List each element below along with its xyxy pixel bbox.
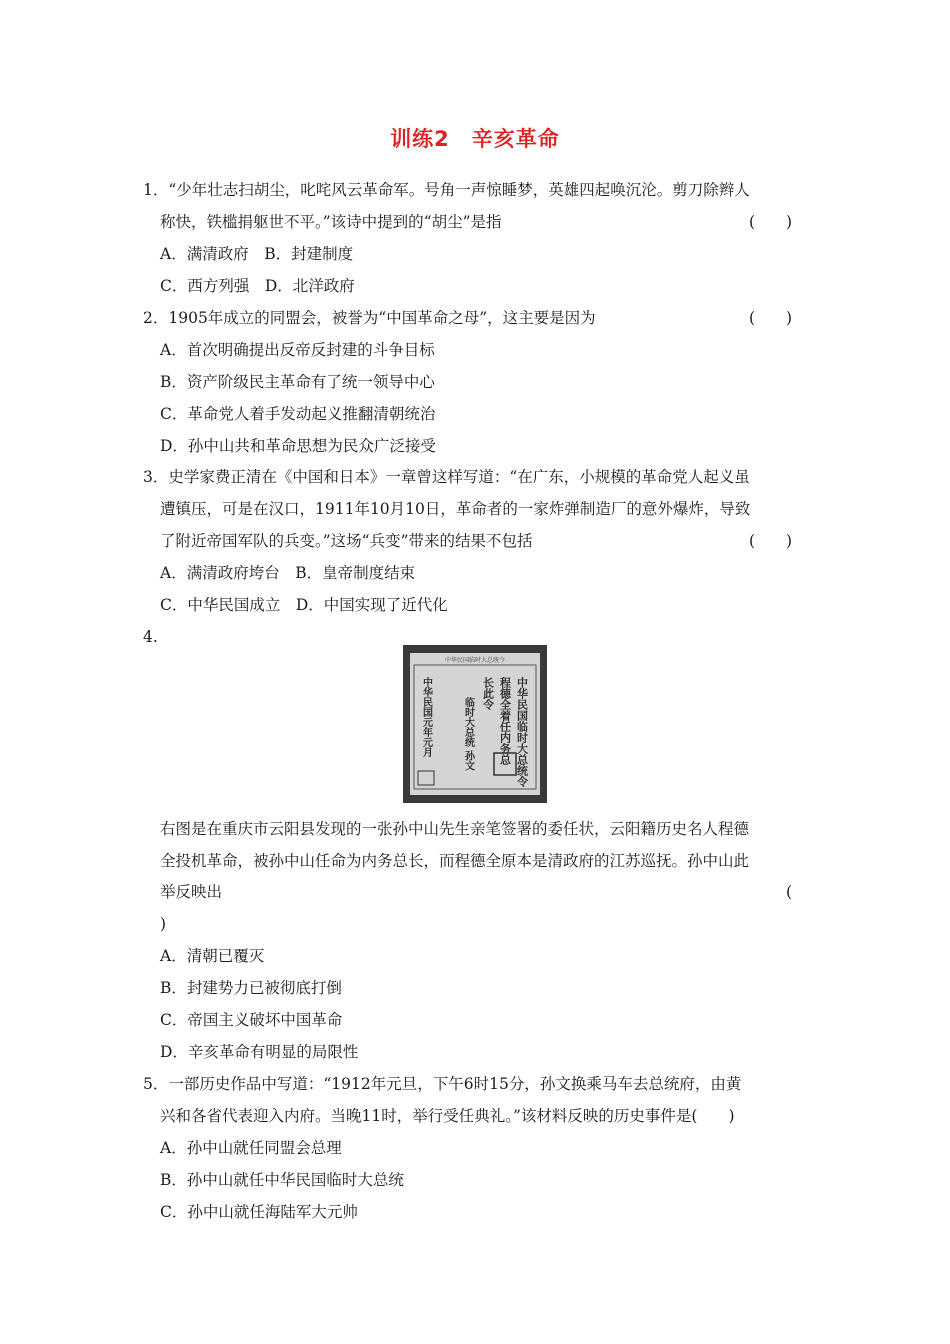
q3-stem-line-2: 遭镇压，可是在汉口，1911年10月10日，革命者的一家炸弹制造厂的意外爆炸，导致	[160, 500, 751, 518]
q2-option-a: A．首次明确提出反帝反封建的斗争目标	[160, 341, 435, 359]
q1-options-ab: A．满清政府 B．封建制度	[160, 245, 354, 263]
q3-options-cd: C．中华民国成立 D．中国实现了近代化	[160, 596, 448, 614]
letter-column-2: 程德全着任内务总	[498, 677, 512, 765]
q2-option-b: B．资产阶级民主革命有了统一领导中心	[160, 373, 435, 391]
letter-column-1: 中华民国临时大总统令	[515, 677, 529, 787]
letter-header-text: 中华民国临时大总统令	[444, 657, 506, 664]
q5-option-a: A．孙中山就任同盟会总理	[160, 1139, 342, 1157]
q5-stem-line-2: 兴和各省代表迎入内府。当晚11时，举行受任典礼。”该材料反映的历史事件是( )	[160, 1107, 735, 1125]
q4-option-c: C．帝国主义破坏中国革命	[160, 1011, 343, 1029]
q3-answer-blank: ( )	[749, 532, 793, 550]
q1-stem-line-2: 称快，铁槛捐躯世不平。”该诗中提到的“胡尘”是指	[160, 213, 502, 231]
page-title: 训练2 辛亥革命	[390, 127, 560, 151]
q3-stem-line-1: 3．史学家费正清在《中国和日本》一章曾这样写道：“在广东，小规模的革命党人起义虽	[143, 468, 750, 486]
appointment-letter-image	[403, 645, 547, 803]
q2-option-c: C．革命党人着手发动起义推翻清朝统治	[160, 405, 436, 423]
q1-options-cd: C．西方列强 D．北洋政府	[160, 277, 355, 295]
q1-answer-blank: ( )	[749, 213, 793, 231]
q4-answer-blank-close: )	[160, 915, 167, 933]
q3-stem-line-3: 了附近帝国军队的兵变。”这场“兵变”带来的结果不包括	[160, 532, 533, 550]
letter-column-3: 长此令	[481, 677, 495, 710]
q5-option-b: B．孙中山就任中华民国临时大总统	[160, 1171, 404, 1189]
q2-stem-line-1: 2．1905年成立的同盟会，被誉为“中国革命之母”，这主要是因为	[143, 309, 596, 327]
letter-column-4: 临时大总统 孙文	[462, 697, 474, 771]
q5-stem-line-1: 5．一部历史作品中写道：“1912年元旦，下午6时15分，孙文换乘马车去总统府，由黄	[143, 1075, 742, 1093]
q4-stem-line-1: 右图是在重庆市云阳县发现的一张孙中山先生亲笔签署的委任状，云阳籍历史名人程德	[160, 820, 750, 838]
q4-stem-line-2: 全投机革命，被孙中山任命为内务总长，而程德全原本是清政府的江苏巡抚。孙中山此	[160, 852, 750, 870]
q4-answer-blank-open: (	[786, 883, 793, 901]
q2-answer-blank: ( )	[749, 309, 793, 327]
q4-stem-line-3: 举反映出	[160, 883, 223, 901]
q2-option-d: D．孙中山共和革命思想为民众广泛接受	[160, 437, 436, 455]
q4-option-b: B．封建势力已被彻底打倒	[160, 979, 342, 997]
q5-option-c: C．孙中山就任海陆军大元帅	[160, 1203, 358, 1221]
q3-options-ab: A．满清政府垮台 B．皇帝制度结束	[160, 564, 416, 582]
appointment-letter-drawing	[410, 653, 540, 795]
q4-option-d: D．辛亥革命有明显的局限性	[160, 1043, 359, 1061]
q4-option-a: A．清朝已覆灭	[160, 947, 265, 965]
letter-column-5: 中华民国元年元月	[420, 677, 432, 757]
q1-stem-line-1: 1．“少年壮志扫胡尘，叱咤风云革命军。号角一声惊睡梦，英雄四起唤沉沦。剪刀除辫人	[143, 181, 750, 199]
q4-number: 4.	[143, 628, 158, 646]
